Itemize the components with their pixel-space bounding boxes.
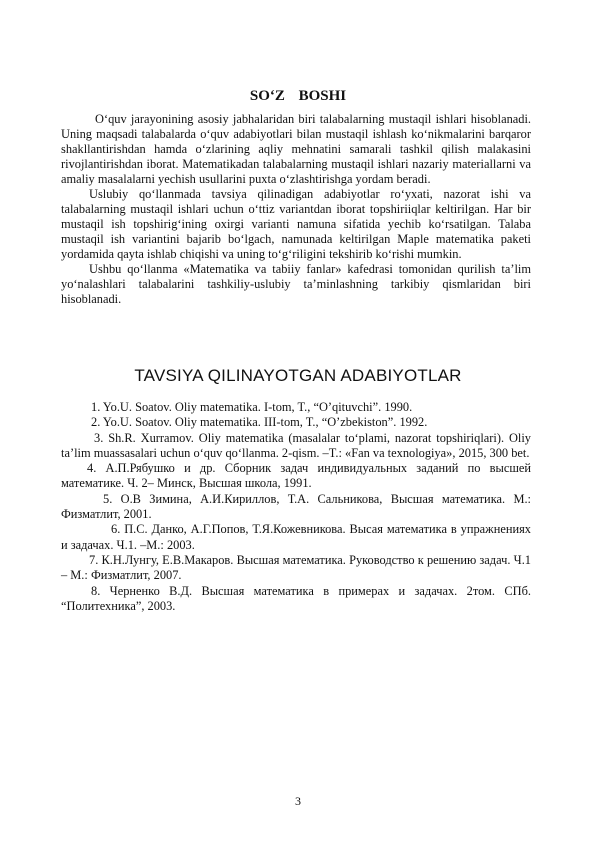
preface-body — [61, 112, 531, 307]
reference-item: 4. А.П.Рябушко и др. Сборник задач индивидуальных заданий по высшей математике. Ч. 2– Минск, Высшая школа, 1991. — [61, 461, 531, 491]
reference-item: 7. К.Н.Лунгу, Е.В.Макаров. Высшая математика. Руководство к решению задач. Ч.1 – М.: Физматлит, 2007. — [61, 552, 531, 583]
reference-item: 6. П.С. Данко, А.Г.Попов, Т.Я.Кожевникова. Высая математика в упражнениях и задачах. Ч.1. –М.: 2003. — [61, 522, 531, 552]
preface-paragraph: Ushbu qo‘llanma «Matematika va tabiiy fanlar» kafedrasi tomonidan qurilish ta’lim yo‘nalashlari talabalarini tashkiliy-uslubiy ta’minlashning tarkibiy qismlaridan biri hisoblanadi. — [61, 262, 531, 306]
page-number: 3 — [295, 794, 301, 808]
preface-paragraph: Uslubiy qo‘llanmada tavsiya qilinadigan adabiyotlar ro‘yxati, nazorat ishi va talabalarning mustaqil ishlari uchun o‘ttiz variantdan iborat topshiriiqlar keltirilgan. Har bir mustaqil ish topshirig‘ining oxirgi varianti namuna sifatida yechib ko‘rsatilgan. Talaba mustaqil ish variantini bajarib bo‘lgach, namunada keltirilgan Maple matematika paketi yordamida qayta ishlab chiqishi va uning to‘g‘riligini tekshirib ko‘rishi mumkin. — [61, 187, 531, 261]
preface-title: SO‘Z BOSHI — [249, 88, 347, 104]
references-list — [61, 400, 531, 614]
preface-paragraph: O‘quv jarayonining asosiy jabhalaridan biri talabalarning mustaqil ishlari hisoblanadi. Uning maqsadi talabalarda o‘quv adabiyotlari bilan mustaqil ishlash ko‘nikmalarini barqaror shakllantirishdan hamda o‘zlarining aqliy mehnatini samarali tashkil qilish malakasini rivojlantirishdan iborat. Matematikadan talabalarning mustaqil ishlari nazariy materiallarni va amaliy masalalarni yechish usullarini puxta o‘zlashtirishga yordam beradi. — [61, 112, 531, 186]
reference-item: 8. Черненко В.Д. Высшая математика в примерах и задачах. 2том. СПб. “Политехника”, 2003. — [61, 583, 531, 613]
reference-item: 2. Yo.U. Soatov. Oliy matematika. III-tom, T., “O’zbekiston”. 1992. — [91, 415, 428, 430]
reference-item: 5. О.В Зимина, А.И.Кириллов, Т.А. Сальникова, Высшая математика. М.: Физматлит, 2001. — [61, 491, 531, 522]
reference-item: 3. Sh.R. Xurramov. Oliy matematika (masalalar to‘plami, nazorat topshiriqlari). Oliy ta’lim muassasalari uchun o‘quv qo‘llanma. 2-qism. –T.: «Fan va texnologiya», 2015, 300 bet. — [61, 430, 531, 460]
reference-item: 1. Yo.U. Soatov. Oliy matematika. I-tom, T., “O’qituvchi”. 1990. — [91, 400, 413, 414]
references-title: TAVSIYA QILINAYOTGAN ADABIYOTLAR — [134, 366, 462, 385]
